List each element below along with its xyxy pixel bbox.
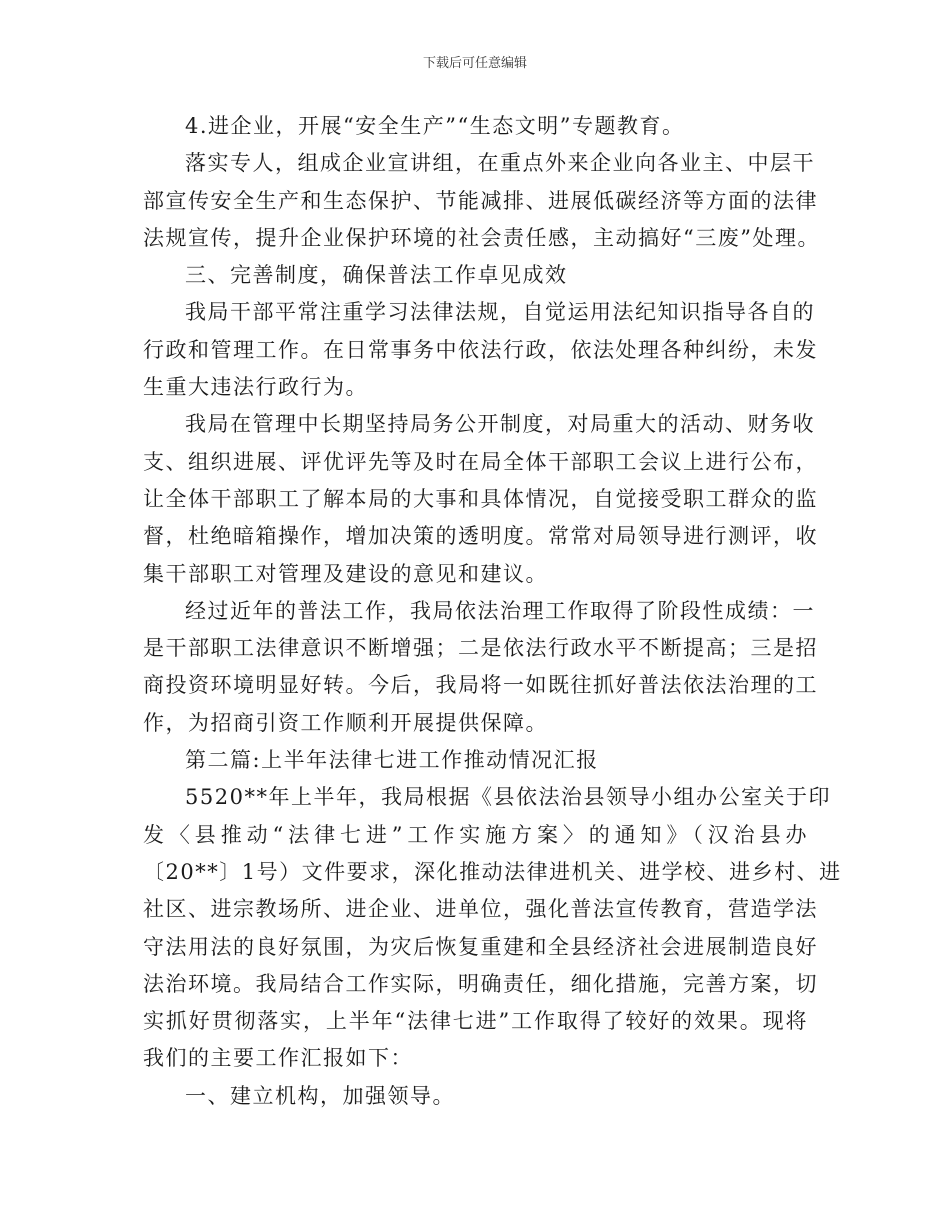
text-line: 生重大违法行政行为。	[143, 375, 368, 400]
text-line: 督，杜绝暗箱操作，增加决策的透明度。常常对局领导进行测评，收	[143, 524, 818, 549]
text-line: 发〈县推动“法律七进”工作实施方案〉的通知》（汉治县办	[143, 822, 808, 847]
text-line: 集干部职工对管理及建设的意见和建议。	[143, 561, 548, 586]
text-line: 我们的主要工作汇报如下：	[143, 1046, 413, 1071]
text-line: 行政和管理工作。在日常事务中依法行政，依法处理各种纠纷，未发	[143, 337, 818, 362]
text-line: 〔20**〕1号）文件要求，深化推动法律进机关、进学校、进乡村、进	[143, 859, 842, 884]
document-body	[143, 108, 842, 1115]
text-line: 我局干部平常注重学习法律法规，自觉运用法纪知识指导各自的	[185, 300, 815, 325]
text-line: 部宣传安全生产和生态保护、节能减排、进展低碳经济等方面的法律	[143, 188, 818, 213]
article-title: 第二篇:上半年法律七进工作推动情况汇报	[185, 748, 599, 773]
text-line: 让全体干部职工了解本局的大事和具体情况，自觉接受职工群众的监	[143, 486, 818, 511]
text-line: 守法用法的良好氛围，为灾后恢复重建和全县经济社会进展制造良好	[143, 934, 818, 959]
text-line: 落实专人，组成企业宣讲组，在重点外来企业向各业主、中层干	[185, 151, 815, 176]
text-line: 社区、进宗教场所、进企业、进单位，强化普法宣传教育，营造学法	[143, 897, 818, 922]
text-line: 作，为招商引资工作顺利开展提供保障。	[143, 710, 548, 735]
text-line: 4.进企业，开展“安全生产”“生态文明”专题教育。	[185, 114, 685, 138]
section-heading: 三、完善制度，确保普法工作卓见成效	[185, 263, 568, 288]
page-header: 下载后可任意编辑	[422, 56, 527, 71]
text-line: 我局在管理中长期坚持局务公开制度，对局重大的活动、财务收	[185, 412, 815, 437]
text-line: 商投资环境明显好转。今后，我局将一如既往抓好普法依法治理的工	[143, 673, 818, 698]
text-line: 是干部职工法律意识不断增强；二是依法行政水平不断提高；三是招	[143, 636, 818, 661]
text-line: 法治环境。我局结合工作实际，明确责任，细化措施，完善方案，切	[143, 971, 818, 996]
text-line: 实抓好贯彻落实，上半年“法律七进”工作取得了较好的效果。现将	[143, 1009, 808, 1034]
section-heading: 一、建立机构，加强领导。	[185, 1083, 455, 1108]
text-line: 法规宣传，提升企业保护环境的社会责任感，主动搞好“三废”处理。	[143, 225, 820, 250]
text-line: 支、组织进展、评优评先等及时在局全体干部职工会议上进行公布，	[143, 449, 818, 474]
text-line: 经过近年的普法工作，我局依法治理工作取得了阶段性成绩：一	[185, 598, 815, 623]
text-line: 5520**年上半年，我局根据《县依法治县领导小组办公室关于印	[185, 785, 831, 810]
